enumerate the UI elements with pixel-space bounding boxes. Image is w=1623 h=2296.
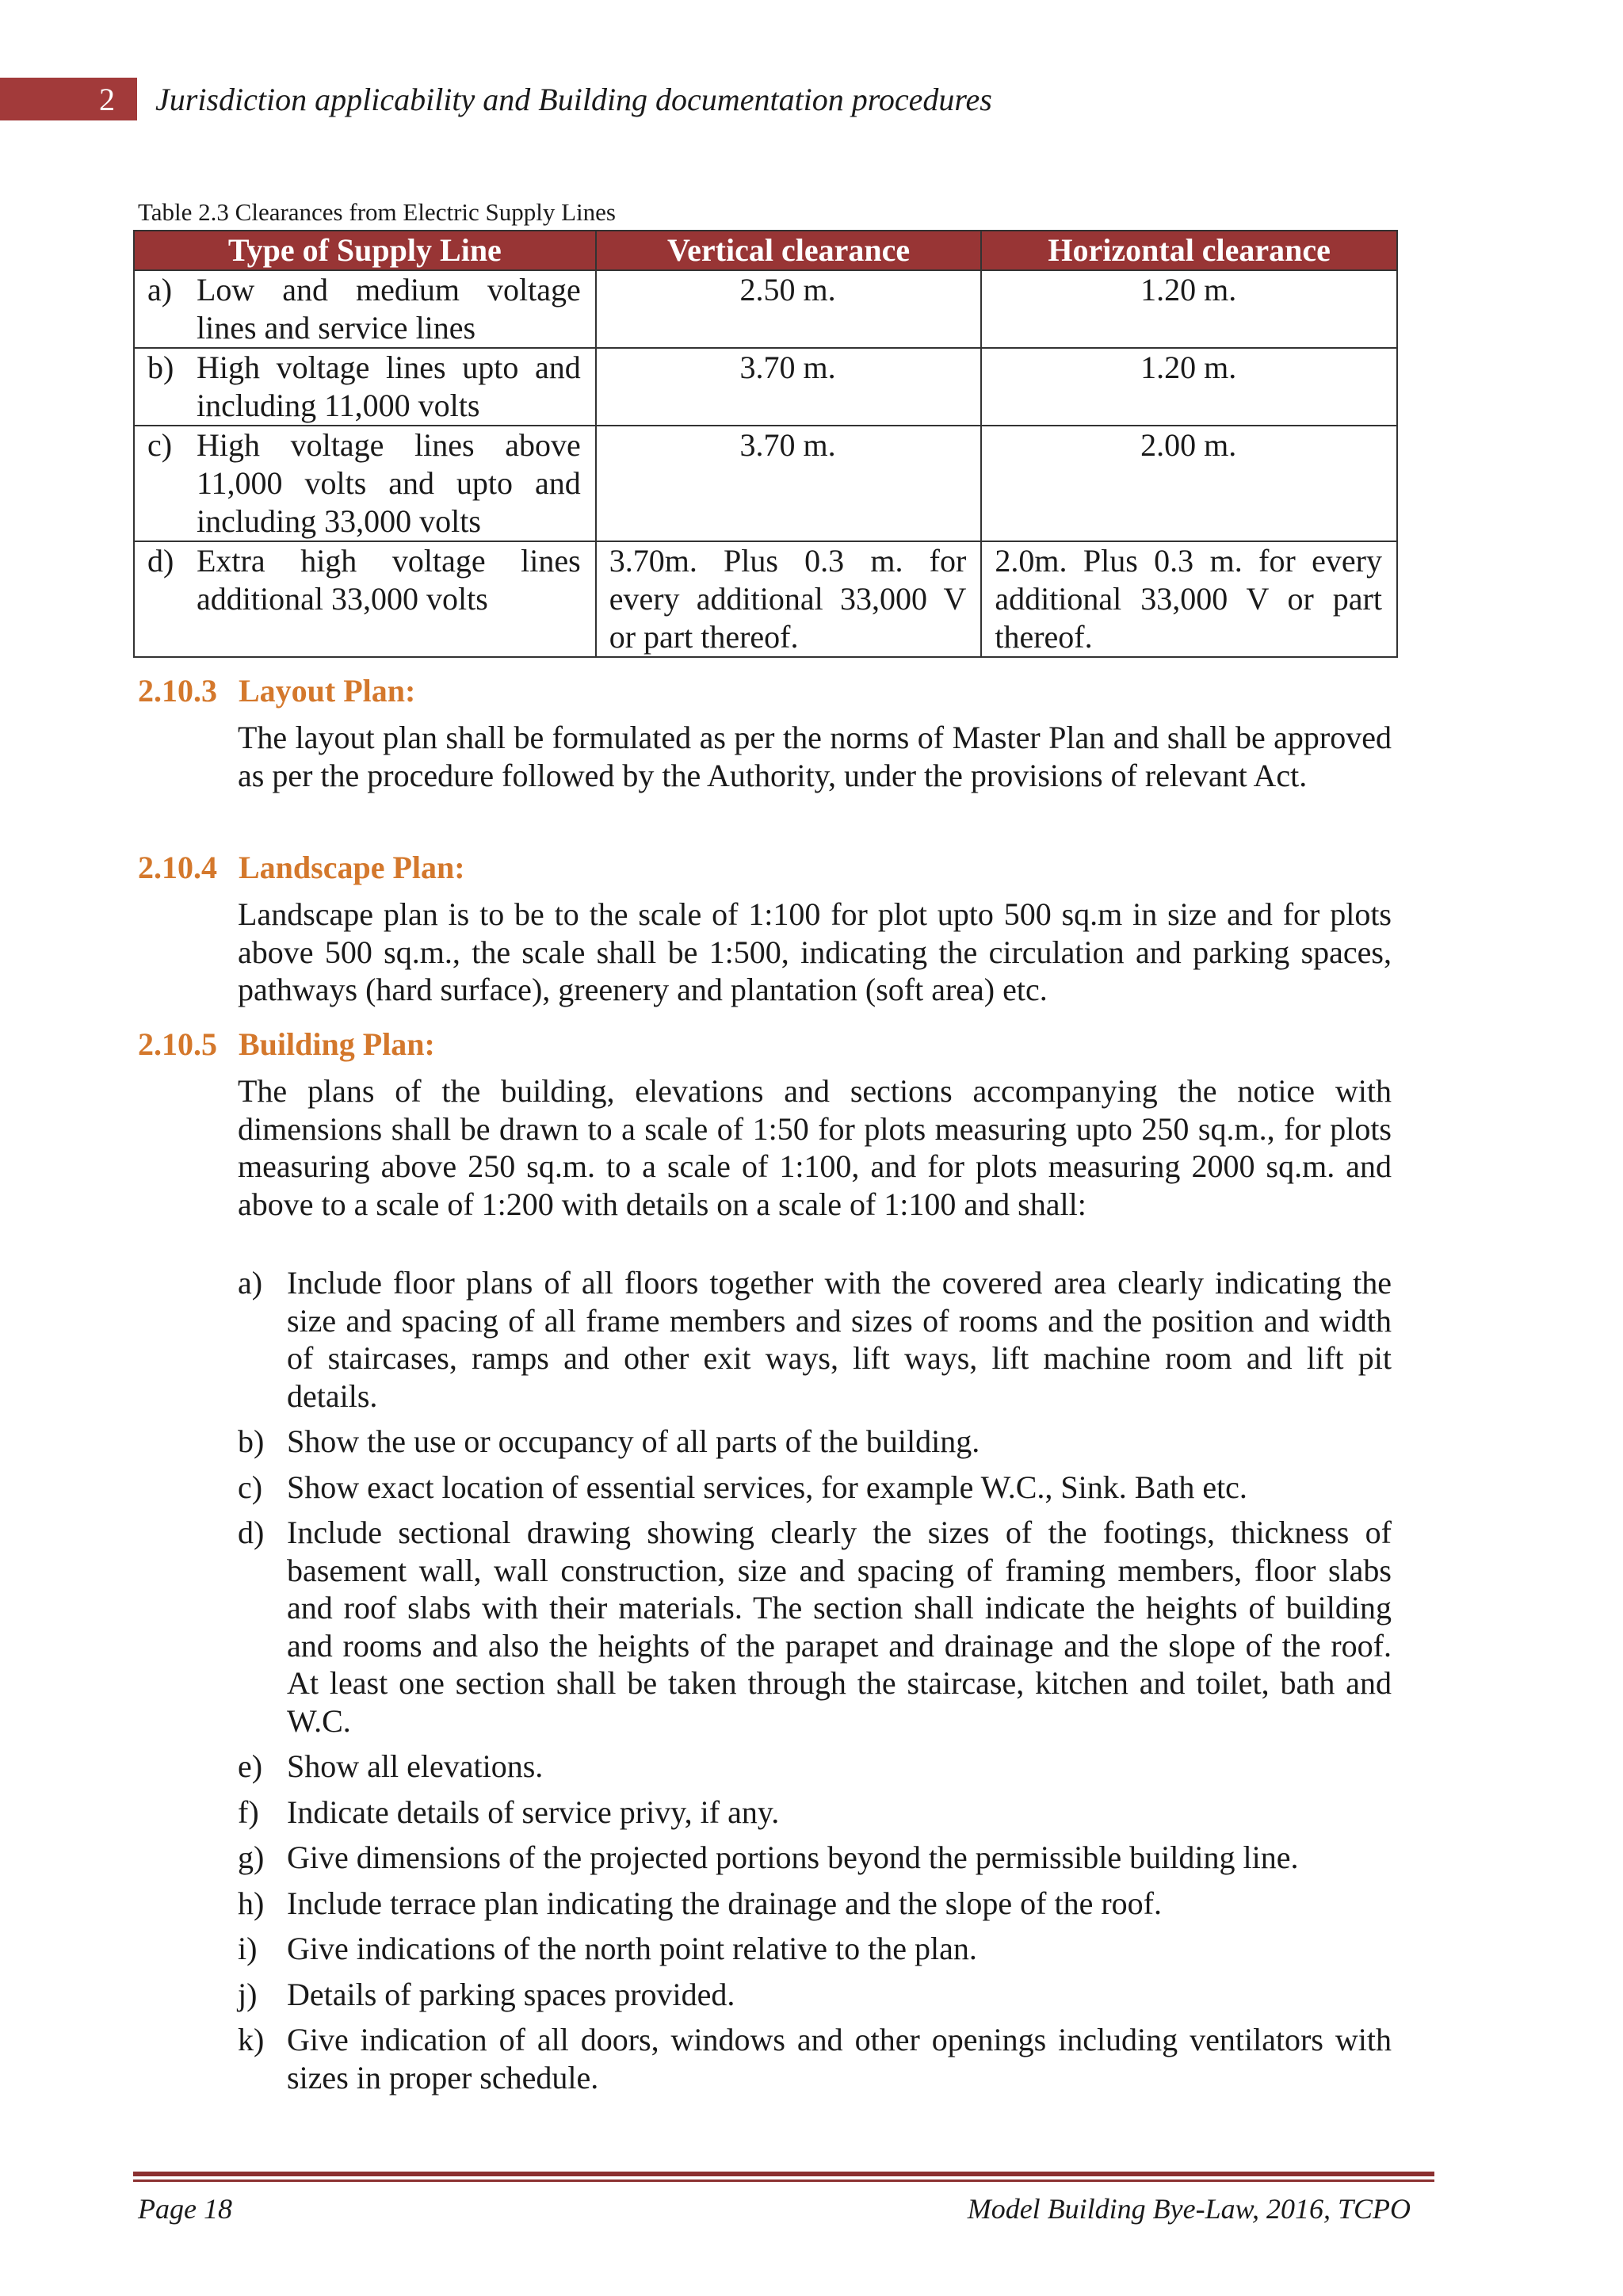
section-number: 2.10.3 [138,673,217,709]
horizontal-value: 2.0m. Plus 0.3 m. for every [995,543,1382,579]
list-text: Show the use or occupancy of all parts of the building. [287,1423,980,1459]
vertical-value: 2.50 m. [739,272,836,308]
cell-vertical [596,426,982,541]
column-header-type: Type of Supply Line [134,231,596,270]
footer-rule-thick [133,2172,1434,2176]
list-item [238,1930,1392,1968]
vertical-value: or part thereof. [609,619,799,655]
vertical-value: 3.70 m. [739,427,836,463]
type-line: High voltage lines above [197,427,581,463]
list-marker: h) [238,1885,265,1921]
row-marker: a) [147,272,173,308]
list-text: Include floor plans of all floors together with the covered area clearly indicating the size and spacing of all frame members and sizes of rooms and the position and width of staircases, ramps and other exit ways, lift ways, lift machine room and lift pit details. [287,1265,1392,1414]
list-marker: f) [238,1794,259,1830]
list-item [238,1748,1392,1786]
list-marker: i) [238,1931,258,1966]
cell-horizontal [981,348,1397,426]
table-caption: Table 2.3 Clearances from Electric Supply Lines [138,198,616,226]
type-line: 11,000 volts and upto and [197,465,581,501]
list-marker: k) [238,2022,265,2057]
row-marker: c) [147,427,173,463]
list-item [238,1469,1392,1507]
table-header-row [134,231,1397,270]
chapter-number-badge [0,78,137,120]
list-text: Indicate details of service privy, if any. [287,1794,780,1830]
list-text: Include sectional drawing showing clearly the sizes of the footings, thickness of basement wall, wall construction, size and spacing of framing members, floor slabs and roof slabs with their materials. The section shall indicate the heights of building and rooms and also the heights of the parapet and drainage and the slope of the roof. At least one section shall be taken through the staircase, kitchen and toilet, bath and W.C. [287,1515,1392,1739]
type-line: Low and medium voltage [197,272,581,308]
type-line: including 33,000 volts [197,503,481,539]
list-text: Give indications of the north point relative to the plan. [287,1931,977,1966]
list-text: Show all elevations. [287,1748,544,1784]
section-text-layout-plan: The layout plan shall be formulated as per the norms of Master Plan and shall be approved as per the procedure followed by the Authority, under the provisions of relevant Act. [238,720,1392,793]
horizontal-value: 1.20 m. [1140,350,1237,385]
section-title: Layout Plan: [239,673,416,709]
row-marker: d) [147,543,174,579]
document-title: Model Building Bye-Law, 2016, TCPO [967,2193,1411,2225]
table-row [134,426,1397,541]
type-line: High voltage lines upto and [197,350,581,385]
list-text: Give indication of all doors, windows and other openings including ventilators with sizes in proper schedule. [287,2022,1392,2095]
type-line: additional 33,000 volts [197,581,488,617]
column-header-horizontal: Horizontal clearance [981,231,1397,270]
cell-supply-type [134,541,596,657]
section-heading-layout-plan [138,672,415,709]
section-heading-building-plan [138,1026,435,1063]
list-marker: b) [238,1423,265,1459]
list-text: Include terrace plan indicating the drainage and the slope of the roof. [287,1885,1162,1921]
list-item [238,1885,1392,1923]
footer-rule-thin [133,2179,1434,2182]
vertical-value: 3.70m. Plus 0.3 m. for [609,543,967,579]
section-text-landscape-plan: Landscape plan is to be to the scale of 1:100 for plot upto 500 sq.m in size and for plots above 500 sq.m., the scale shall be 1:500, indicating the circulation and parking spaces, pathways (hard surface), greenery and plantation (soft area) etc. [238,896,1392,1007]
vertical-value: 3.70 m. [739,350,836,385]
cell-horizontal [981,426,1397,541]
list-item [238,1839,1392,1877]
cell-supply-type [134,426,596,541]
list-item [238,1423,1392,1461]
cell-vertical [596,270,982,348]
table-row [134,348,1397,426]
section-number: 2.10.5 [138,1026,217,1062]
list-text: Details of parking spaces provided. [287,1976,735,2012]
section-text-building-plan: The plans of the building, elevations and sections accompanying the notice with dimensions shall be drawn to a scale of 1:50 for plots measuring upto 250 sq.m., for plots measuring above 250 sq.m. to a scale of 1:100, and for plots measuring 2000 sq.m. and above to a scale of 1:200 with details on a scale of 1:100 and shall: [238,1073,1392,1222]
list-marker: d) [238,1515,265,1550]
list-marker: c) [238,1469,263,1505]
cell-supply-type [134,270,596,348]
list-marker: j) [238,1976,258,2012]
horizontal-value: 1.20 m. [1140,272,1237,308]
type-line: Extra high voltage lines [197,543,581,579]
row-marker: b) [147,350,174,385]
cell-horizontal [981,270,1397,348]
section-title: Landscape Plan: [239,850,465,885]
horizontal-value: thereof. [995,619,1093,655]
list-text: Give dimensions of the projected portions beyond the permissible building line. [287,1839,1299,1875]
table-row [134,541,1397,657]
list-item [238,1264,1392,1415]
type-line: lines and service lines [197,310,476,346]
list-item [238,2021,1392,2096]
building-plan-requirements-list [238,1264,1392,2104]
horizontal-value: 2.00 m. [1140,427,1237,463]
cell-supply-type [134,348,596,426]
list-item [238,1514,1392,1740]
vertical-value: every additional 33,000 V [609,581,967,617]
list-marker: g) [238,1839,265,1875]
section-heading-landscape-plan [138,849,465,886]
chapter-title: Jurisdiction applicability and Building documentation procedures [155,81,992,117]
list-marker: a) [238,1265,263,1301]
list-item [238,1794,1392,1832]
section-number: 2.10.4 [138,850,217,885]
chapter-number: 2 [99,81,115,117]
cell-horizontal [981,541,1397,657]
page-number: Page 18 [138,2193,232,2225]
list-item [238,1976,1392,2014]
list-marker: e) [238,1748,263,1784]
type-line: including 11,000 volts [197,388,480,423]
column-header-vertical: Vertical clearance [596,231,982,270]
cell-vertical [596,348,982,426]
table-row [134,270,1397,348]
section-title: Building Plan: [239,1026,435,1062]
list-text: Show exact location of essential services, for example W.C., Sink. Bath etc. [287,1469,1247,1505]
horizontal-value: additional 33,000 V or part [995,581,1382,617]
clearance-table [133,230,1398,658]
cell-vertical [596,541,982,657]
